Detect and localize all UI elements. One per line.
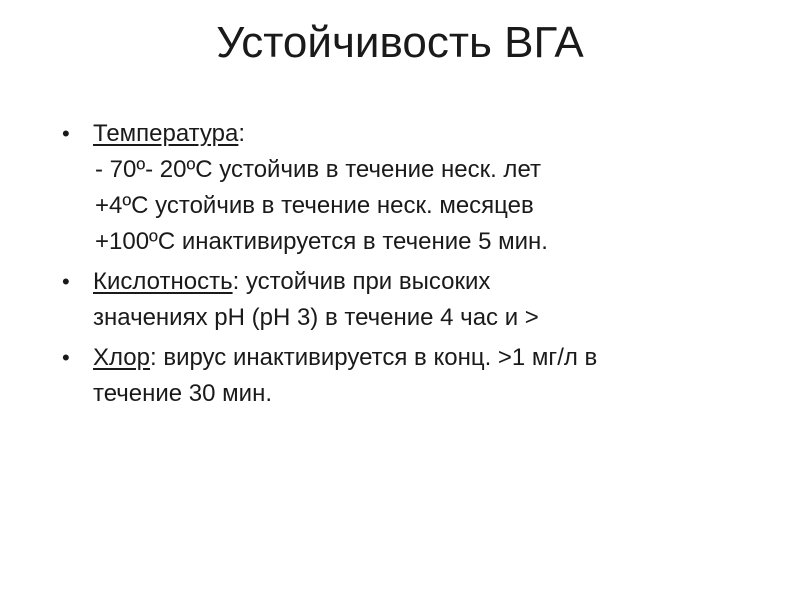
acidity-line-1 — [93, 264, 782, 300]
bullet-list — [62, 116, 782, 416]
slide-title: Устойчивость ВГА — [216, 18, 584, 67]
chlorine-line-2: течение 30 мин. — [93, 380, 272, 407]
bullet-icon: • — [62, 345, 70, 370]
term-acidity: Кислотность — [93, 268, 233, 295]
bullet-icon: • — [62, 269, 70, 294]
chlorine-line-1 — [93, 340, 782, 376]
chlorine-text-1: : вирус инактивируется в конц. >1 мг/л в — [149, 344, 598, 371]
bullet-acidity — [62, 264, 782, 336]
bullet-icon: • — [62, 121, 70, 146]
acidity-line-2: значениях рН (рН 3) в течение 4 час и > — [93, 304, 539, 331]
bullet-chlorine — [62, 340, 782, 412]
term-temperature: Температура — [93, 120, 239, 147]
acidity-text-1: : устойчив при высоких — [232, 268, 491, 295]
bullet-heading-line — [93, 116, 782, 152]
temperature-line-1: - 70º- 20ºС устойчив в течение неск. лет — [95, 156, 541, 183]
term-chlorine: Хлор — [93, 344, 150, 371]
temperature-line-2: +4ºС устойчив в течение неск. месяцев — [95, 192, 534, 219]
term-suffix: : — [238, 120, 246, 147]
bullet-temperature — [62, 116, 782, 260]
temperature-line-3: +100ºС инактивируется в течение 5 мин. — [95, 228, 548, 255]
